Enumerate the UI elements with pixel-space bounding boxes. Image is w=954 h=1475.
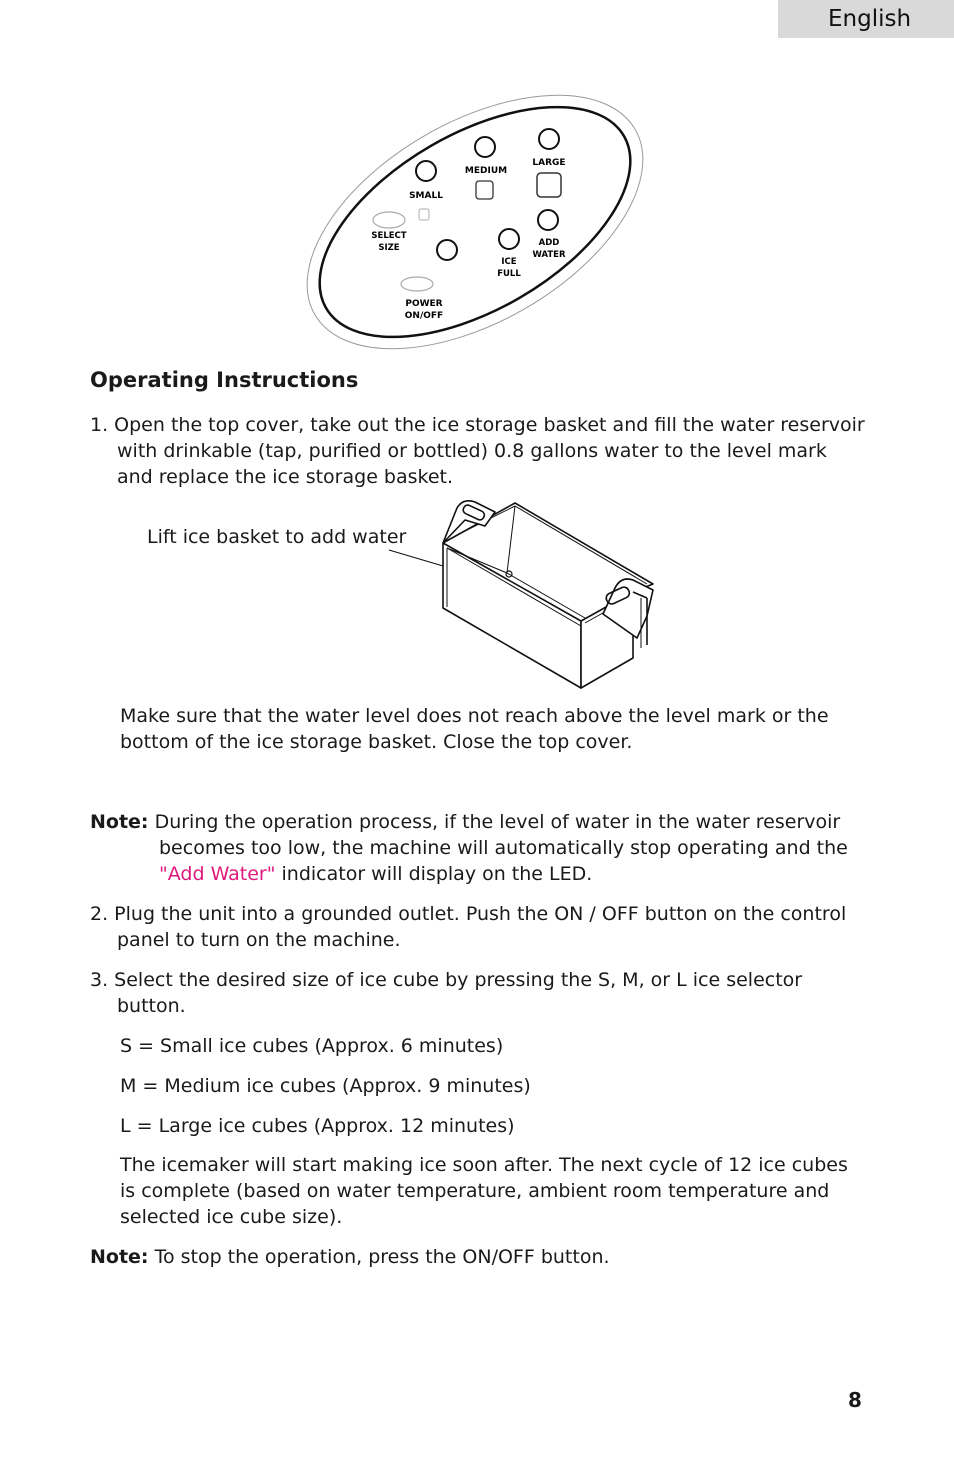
step-2-line-2: panel to turn on the machine. [117, 929, 401, 951]
step-3 [90, 967, 802, 1019]
medium-key-icon [476, 181, 493, 199]
label-add-1: ADD [538, 238, 560, 248]
note-1-line-1: During the operation process, if the level of water in the water reservoir [154, 811, 841, 833]
step-2-line-1: 2. Plug the unit into a grounded outlet. Push the ON / OFF button on the control [90, 903, 847, 925]
label-select-2: SIZE [378, 243, 400, 253]
label-large: LARGE [532, 158, 566, 168]
size-large-line: L = Large ice cubes (Approx. 12 minutes) [120, 1115, 515, 1137]
label-medium: MEDIUM [464, 166, 508, 176]
step-3-line-1: 3. Select the desired size of ice cube by pressing the S, M, or L ice selector [90, 969, 803, 991]
size-small-line: S = Small ice cubes (Approx. 6 minutes) [120, 1035, 504, 1057]
medium-led-icon [475, 137, 495, 157]
section-title: Operating Instructions [90, 368, 359, 392]
select-size-button-icon [373, 212, 405, 228]
step-1 [90, 412, 865, 490]
control-panel-diagram [295, 92, 660, 352]
select-led-icon [437, 240, 457, 260]
step-1-line-1: 1. Open the top cover, take out the ice storage basket and fill the water reservoir [90, 414, 865, 436]
ice-full-led-icon [499, 229, 519, 249]
label-ice-2: FULL [497, 269, 521, 279]
step-2 [90, 901, 846, 953]
note-1-line-3: indicator will display on the LED. [275, 863, 593, 885]
note-1-label: Note: [90, 811, 149, 833]
add-water-led-icon [538, 210, 558, 230]
note-2 [90, 1244, 610, 1270]
small-key-icon [419, 209, 429, 220]
note-2-label: Note: [90, 1246, 149, 1268]
ice-basket-diagram [385, 488, 660, 693]
label-ice-1: ICE [501, 257, 517, 267]
basket-caption: Lift ice basket to add water [147, 526, 407, 548]
step-1-line-2: with drinkable (tap, purified or bottled) 0.8 gallons water to the level mark [117, 440, 827, 462]
step-1-line-3: and replace the ice storage basket. [117, 466, 454, 488]
note-1 [90, 809, 848, 887]
step-3-line-2: button. [117, 995, 186, 1017]
small-led-icon [416, 161, 436, 181]
make-sure-paragraph [120, 703, 829, 755]
label-power-2: ON/OFF [404, 311, 444, 321]
cycle-line-3: selected ice cube size). [120, 1206, 343, 1228]
add-water-highlight: "Add Water" [159, 863, 276, 885]
cycle-paragraph [120, 1152, 848, 1230]
language-tab: English [778, 0, 954, 38]
large-led-icon [539, 129, 559, 149]
make-sure-line-1: Make sure that the water level does not reach above the level mark or the [120, 705, 829, 727]
cycle-line-2: is complete (based on water temperature, ambient room temperature and [120, 1180, 830, 1202]
cycle-line-1: The icemaker will start making ice soon after. The next cycle of 12 ice cubes [120, 1154, 848, 1176]
label-small: SMALL [409, 191, 443, 201]
size-medium-line: M = Medium ice cubes (Approx. 9 minutes) [120, 1075, 531, 1097]
label-add-2: WATER [532, 250, 566, 260]
label-select-1: SELECT [371, 231, 407, 241]
note-1-line-2: becomes too low, the machine will automatically stop operating and the [159, 837, 848, 859]
note-2-text: To stop the operation, press the ON/OFF button. [148, 1246, 610, 1268]
page-number: 8 [848, 1388, 862, 1412]
label-power-1: POWER [405, 299, 443, 309]
power-button-icon [401, 277, 433, 291]
make-sure-line-2: bottom of the ice storage basket. Close the top cover. [120, 731, 633, 753]
large-key-icon [537, 173, 561, 197]
